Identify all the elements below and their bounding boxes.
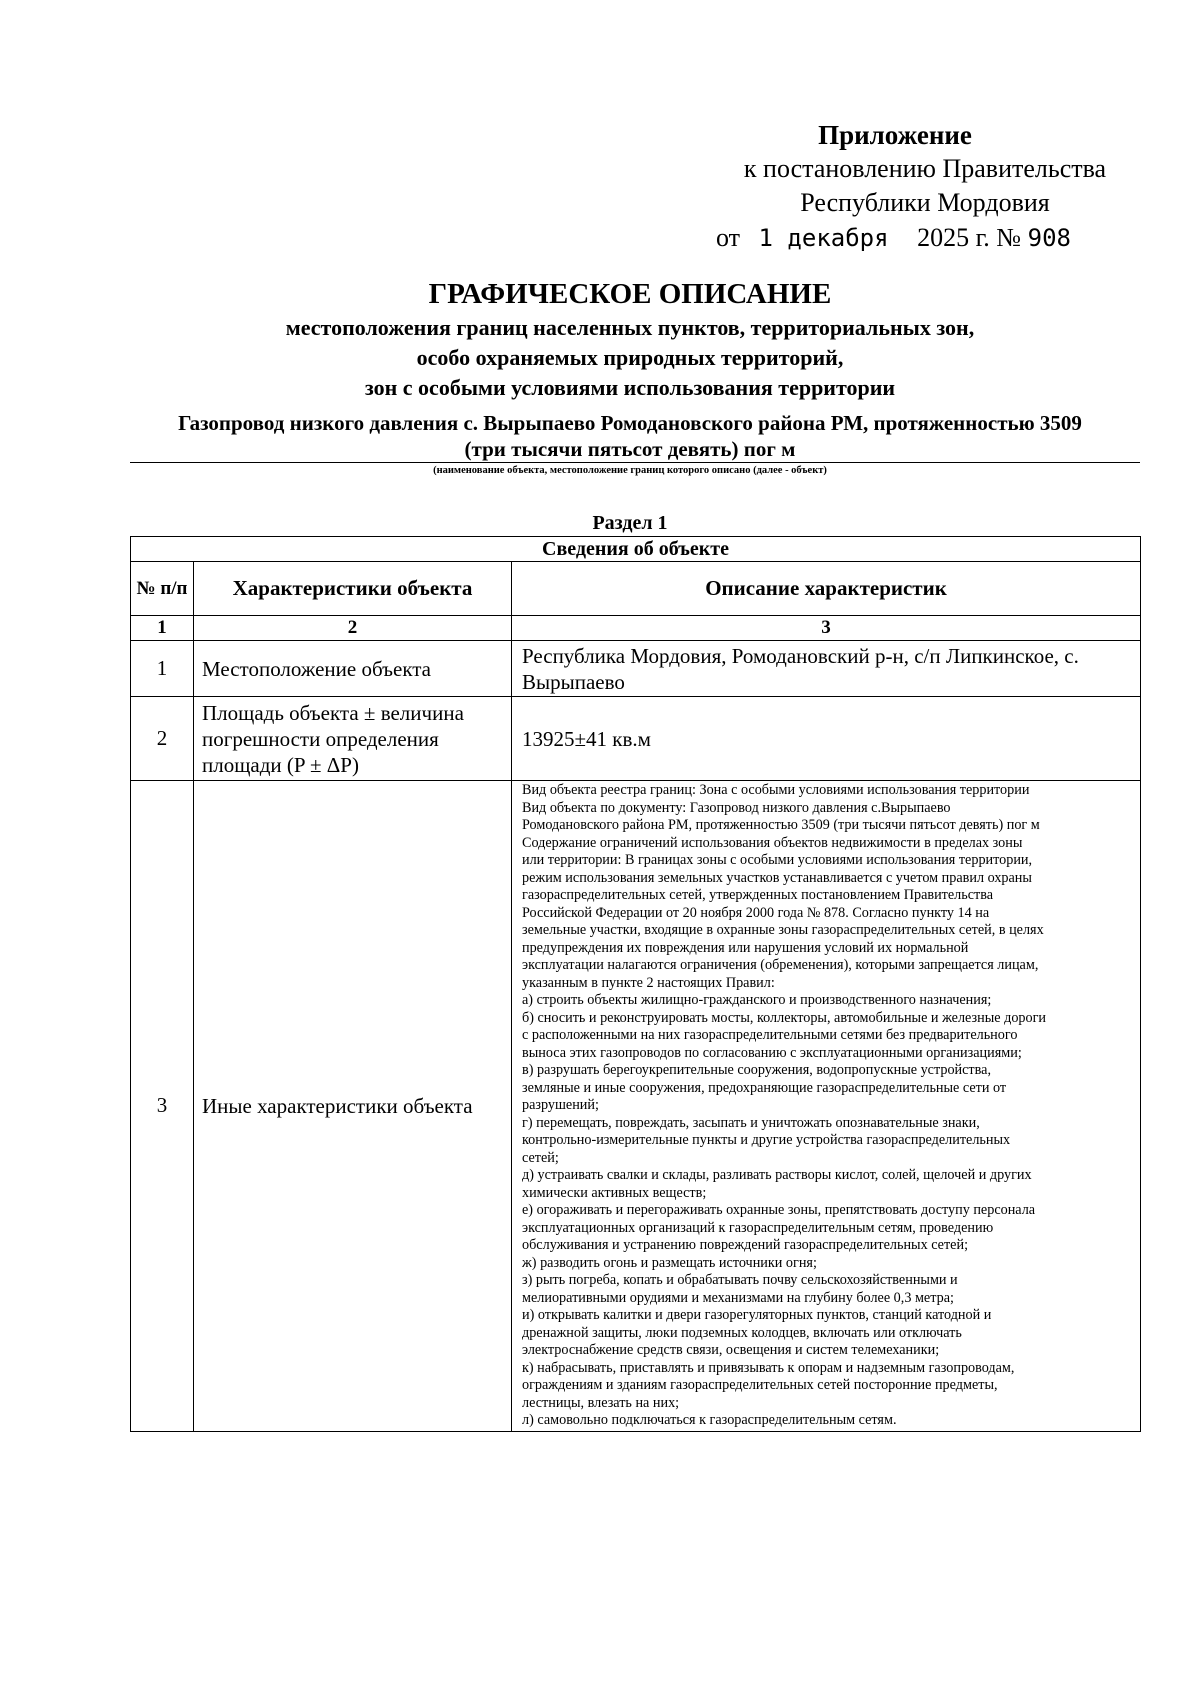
description-line: с расположенными на них газораспределительными сетями без предварительного (522, 1027, 1018, 1043)
row-description: Республика Мордовия, Ромодановский р-н, с/п Липкинское, с. Вырыпаево (512, 641, 1141, 697)
table-row (131, 697, 1141, 781)
object-info-table (130, 536, 1141, 1432)
appendix-line-1: к постановлению Правительства (743, 154, 1107, 183)
description-line: а) строить объекты жилищно-гражданского и производственного назначения; (522, 992, 992, 1008)
description-line: мелиоративными орудиями и механизмами на глубину более 0,3 метра; (522, 1289, 954, 1306)
document-subtitle (130, 313, 1130, 403)
description-line: земельные участки, входящие в охранные зоны газораспределительных сетей, в целях (522, 922, 1044, 938)
description-line: Вид объекта реестра границ: Зона с особыми условиями использования территории (522, 782, 1030, 798)
description-line: разрушений; (522, 1097, 599, 1113)
appendix-title: Приложение (818, 120, 972, 150)
object-name-line: (три тысячи пятьсот девять) пог м (464, 437, 796, 461)
description-line: Вид объекта по документу: Газопровод низкого давления с.Вырыпаево (522, 799, 951, 816)
subtitle-line: местоположения границ населенных пунктов, территориальных зон, (285, 315, 975, 340)
description-line: ж) разводить огонь и размещать источники огня; (522, 1254, 817, 1271)
object-name-caption: (наименование объекта, местоположение границ которого описано (далее - объект) (433, 465, 827, 476)
description-line: б) сносить и реконструировать мосты, коллекторы, автомобильные и железные дороги (522, 1009, 1047, 1026)
row-characteristic: Площадь объекта ± величина погрешности определения площади (P ± ΔP) (194, 697, 512, 781)
description-line: з) рыть погреба, копать и обрабатывать почву сельскохозяйственными и (522, 1272, 958, 1288)
description-line: предупреждения их повреждения или нарушения условий их нормальной (522, 939, 969, 956)
description-line: химически активных веществ; (522, 1184, 707, 1201)
description-line: эксплуатации налагаются ограничения (обременения), которыми запрещается лицам, (522, 957, 1039, 973)
description-line: дренажной защиты, люки подземных колодцев, включать или отключать (522, 1324, 962, 1341)
object-name (130, 410, 1130, 462)
row-description-long (512, 781, 1141, 1432)
description-line: или территории: В границах зоны с особыми условиями использования территории, (522, 852, 1033, 868)
row-number: 3 (131, 781, 194, 1432)
description-line: е) огораживать и перегораживать охранные зоны, препятствовать доступу персонала (522, 1202, 1036, 1218)
section-label: Раздел 1 (592, 512, 668, 534)
row-characteristic: Иные характеристики объекта (194, 781, 512, 1432)
object-name-line: Газопровод низкого давления с. Вырыпаево Ромодановского района РМ, протяженностью 3509 (178, 411, 1082, 435)
description-line: эксплуатационных организаций к газораспределительным сетям, проведению (522, 1219, 994, 1236)
row-number: 2 (131, 697, 194, 781)
description-line: Российской Федерации от 20 ноября 2000 года № 878. Согласно пункту 14 на (522, 904, 990, 921)
description-line: к) набрасывать, приставлять и привязывать к опорам и надземным газопроводам, (522, 1359, 1015, 1376)
description-line: сетей; (522, 1149, 559, 1166)
decree-number: 908 (1027, 224, 1071, 252)
description-line: режим использования земельных участков устанавливается с учетом правил охраны (522, 869, 1032, 886)
description-line: электроснабжение средств связи, освещения и систем телемеханики; (522, 1342, 940, 1358)
description-line: Содержание ограничений использования объектов недвижимости в пределах зоны (522, 834, 1023, 851)
header-description: Описание характеристик (512, 562, 1141, 616)
row-number: 1 (131, 641, 194, 697)
appendix-date (716, 220, 1150, 256)
subtitle-line: особо охраняемых природных территорий, (416, 345, 844, 370)
description-line: л) самовольно подключаться к газораспределительным сетям. (522, 1412, 897, 1428)
appendix-line-2: Республики Мордовия (800, 188, 1050, 217)
row-description: 13925±41 кв.м (512, 697, 1141, 781)
date-prefix: от (716, 223, 741, 252)
header-num: № п/п (131, 562, 194, 616)
table-title: Сведения об объекте (131, 537, 1141, 562)
description-line: г) перемещать, повреждать, засыпать и уничтожать опознавательные знаки, (522, 1114, 980, 1131)
description-line: в) разрушать берегоукрепительные сооружения, водопропускные устройства, (522, 1062, 991, 1078)
description-line: лестницы, влезать на них; (522, 1394, 680, 1411)
description-line: ограждениям и зданиям газораспределительных сетей посторонние предметы, (522, 1377, 998, 1393)
description-line: контрольно-измерительные пункты и другие устройства газораспределительных (522, 1132, 1011, 1148)
description-line: указанным в пункте 2 настоящих Правил: (522, 974, 775, 991)
column-number: 1 (131, 616, 194, 641)
column-number: 3 (512, 616, 1141, 641)
appendix-header (700, 118, 1150, 256)
table-row (131, 781, 1141, 1432)
header-characteristics: Характеристики объекта (194, 562, 512, 616)
table-row (131, 641, 1141, 697)
description-line: выноса этих газопроводов по согласованию с эксплуатационными организациями; (522, 1044, 1022, 1061)
description-line: земляные и иные сооружения, предохраняющие газораспределительные сети от (522, 1079, 1007, 1096)
row-characteristic: Местоположение объекта (194, 641, 512, 697)
column-number: 2 (194, 616, 512, 641)
document-title: ГРАФИЧЕСКОЕ ОПИСАНИЕ (428, 278, 832, 310)
description-line: обслуживания и устранению повреждений газораспределительных сетей; (522, 1237, 969, 1253)
description-line: Ромодановского района РМ, протяженностью 3509 (три тысячи пятьсот девять) пог м (522, 817, 1040, 833)
description-line: и) открывать калитки и двери газорегуляторных пунктов, станций катодной и (522, 1307, 992, 1323)
description-line: газораспределительных сетей, утвержденных постановлением Правительства (522, 887, 994, 903)
date-year: 2025 г. № (917, 223, 1022, 252)
description-line: д) устраивать свалки и склады, разливать растворы кислот, солей, щелочей и других (522, 1167, 1032, 1183)
object-name-underline (130, 462, 1140, 463)
subtitle-line: зон с особыми условиями использования территории (364, 375, 896, 400)
date-handwritten: 1 декабря (758, 224, 889, 252)
